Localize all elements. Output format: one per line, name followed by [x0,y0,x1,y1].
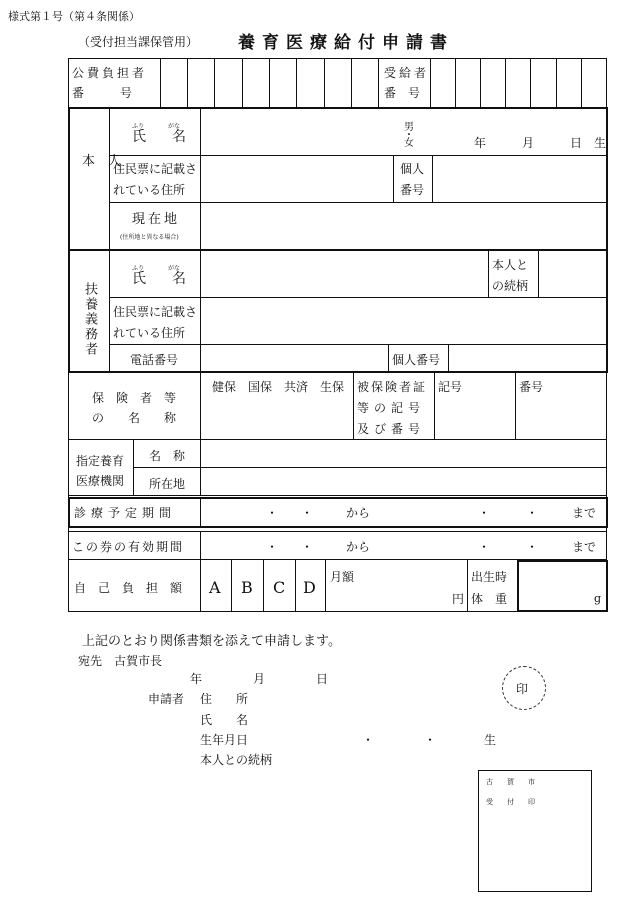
insurer-label: 保 険 者 等 [92,391,177,405]
validity-dot-1: ・ [266,540,279,554]
self-name-field[interactable] [202,109,392,154]
birth-year-label: 年 [474,136,487,150]
period-dot-1: ・ [266,506,279,520]
individual-number-label: 個人 [400,162,425,176]
grade-b[interactable]: B [241,578,253,597]
date-year-field[interactable] [202,668,250,684]
sex-separator: ・ [404,130,414,141]
validity-until: まで [572,540,597,554]
guardian-address-field[interactable] [202,298,605,343]
relation-label-2: の続柄 [492,279,529,293]
applicant-name-field[interactable] [260,709,480,725]
receipt-stamp-label: 受 付 印 [486,798,535,806]
period-dot-3: ・ [478,506,491,520]
validity-dot-2: ・ [301,540,314,554]
birth-weight-label: 出生時 [471,570,508,584]
guardian-label: 扶養義務者 [82,282,97,357]
insured-cert-label-2: 等の記号 [357,401,426,415]
designated-label: 指定養育 [76,454,125,468]
bango-label[interactable]: 番号 [519,380,544,394]
phone-field[interactable] [202,345,387,370]
payer-number-label-2: 番 号 [72,86,133,100]
applicant-address-field[interactable] [260,688,480,704]
usage-note: （受付担当課保管用） [78,35,199,49]
period-label: 診療予定期間 [74,506,177,520]
payer-number-field[interactable] [161,59,377,107]
validity-from: から [346,540,371,554]
kigo-label[interactable]: 記号 [438,380,463,394]
birth-month-label: 月 [522,136,535,150]
current-address-label: 現在地 [132,212,181,227]
date-year: 年 [190,672,203,686]
relation-field[interactable] [540,251,605,296]
insured-cert-label-3: 及び番号 [357,422,426,436]
institution-name-label: 名 称 [149,449,186,463]
furigana-mei-2: がな [168,265,181,272]
monthly-label: 月額 [330,570,355,584]
period-dot-2: ・ [301,506,314,520]
period-dot-4: ・ [526,506,539,520]
date-month: 月 [253,672,266,686]
recipient-number-label-2: 番 号 [384,86,421,100]
copay-label: 自己負担額 [74,581,195,595]
institution-name-field[interactable] [202,441,605,466]
applicant-birthdate-label: 生年月日 [200,733,249,747]
current-address-note: (住所地と異なる場合) [120,234,179,241]
period-until: まで [572,506,597,520]
receipt-city-label: 古 賀 市 [486,778,535,786]
insurance-type-options[interactable]: 健保 国保 共済 生保 [212,380,345,394]
monthly-amount-field[interactable] [330,582,450,602]
registered-address-label-2: れている住所 [113,183,186,197]
applicant-label: 申請者 [148,692,185,706]
gram-unit: g [594,592,602,605]
phone-label: 電話番号 [130,353,179,367]
guardian-individual-number-label: 個人番号 [392,353,441,367]
designated-label-2: 医療機関 [76,474,125,488]
self-label: 本 人 [82,154,122,169]
guardian-name-label: 氏 名 [132,271,192,287]
furigana-mei: がな [168,123,181,130]
date-day: 日 [316,672,329,686]
relation-label: 本人と [492,258,529,272]
registered-address-label: 住民票に記載さ [113,162,198,176]
validity-dot-4: ・ [526,540,539,554]
payer-number-label: 公費負担者 [72,66,148,80]
insurer-label-2: の 名 称 [92,411,177,425]
birthdate-dot-1: ・ [362,733,375,747]
birthdate-dot-2: ・ [424,733,437,747]
applicant-relation-label: 本人との続柄 [200,753,273,767]
birth-day-label: 日 生 [570,136,607,150]
birth-weight-field[interactable] [521,564,591,606]
date-month-field[interactable] [264,668,312,684]
applicant-address-label: 住 所 [200,692,249,706]
birth-weight-label-2: 体 重 [471,592,508,606]
insured-cert-label: 被保険者証 [357,380,428,394]
guardian-address-label-2: れている住所 [113,326,186,340]
validity-label: この券の有効期間 [72,540,185,554]
grade-d[interactable]: D [303,578,316,597]
grade-c[interactable]: C [273,578,286,597]
guardian-name-field[interactable] [202,251,487,296]
self-individual-number-field[interactable] [434,156,605,201]
self-address-field[interactable] [202,156,392,201]
applicant-name-label: 氏 名 [200,713,249,727]
receipt-stamp-box [478,770,592,892]
addressee: 宛先 古賀市長 [78,654,163,668]
institution-location-field[interactable] [202,468,605,494]
furigana-shi: ふり [132,123,145,130]
birthdate-suffix: 生 [484,733,497,747]
guardian-individual-number-field[interactable] [450,345,605,370]
furigana-shi-2: ふり [132,265,145,272]
guardian-address-label: 住民票に記載さ [113,305,198,319]
statement: 上記のとおり関係書類を添えて申請します。 [82,634,341,649]
recipient-number-field[interactable] [431,59,605,107]
sex-male[interactable]: 男 [404,122,414,133]
current-address-field[interactable] [202,203,605,248]
individual-number-label-2: 番号 [400,183,425,197]
page-title: 養育医療給付申請書 [238,33,454,53]
sex-female[interactable]: 女 [404,138,414,149]
recipient-number-label: 受給者 [384,66,430,80]
yen-label: 円 [452,592,465,606]
self-name-label: 氏 名 [132,129,192,145]
validity-dot-3: ・ [478,540,491,554]
form-number: 様式第１号（第４条関係） [8,10,140,23]
institution-location-label: 所在地 [149,477,186,491]
applicant-relation-field[interactable] [290,749,470,765]
seal-label: 印 [516,682,529,696]
period-from: から [346,506,371,520]
grade-a[interactable]: A [209,578,221,597]
